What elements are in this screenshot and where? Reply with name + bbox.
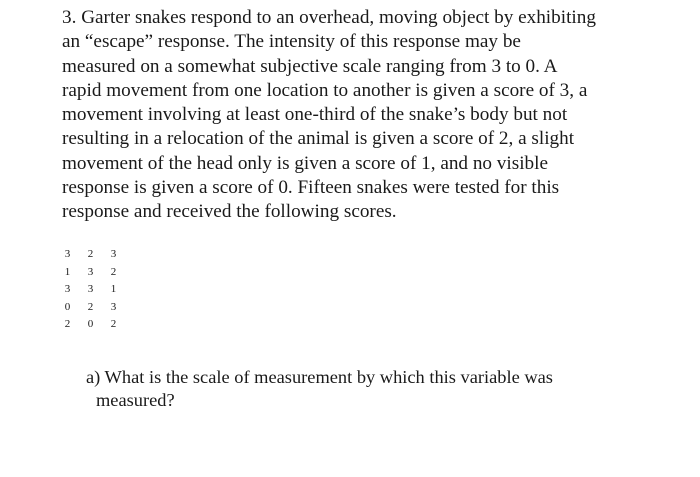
score-cell: 2 — [64, 318, 71, 330]
question-line: movement of the head only is given a score of 1, and no visible — [62, 152, 548, 174]
table-row — [56, 246, 125, 264]
score-cell: 1 — [64, 265, 71, 278]
question-line: an “escape” response. The intensity of this response may be — [62, 31, 521, 53]
score-cell: 0 — [64, 300, 71, 313]
table-row — [56, 299, 125, 317]
table-row — [56, 316, 125, 334]
question-line: response is given a score of 0. Fifteen snakes were tested for this — [62, 177, 560, 199]
score-cell: 3 — [87, 265, 94, 278]
table-row — [56, 264, 125, 282]
score-cell: 3 — [110, 248, 117, 260]
question-paragraph — [62, 6, 682, 225]
question-line: measured on a somewhat subjective scale ranging from 3 to 0. A — [62, 55, 558, 77]
score-cell: 3 — [110, 300, 117, 313]
score-cell: 2 — [87, 300, 94, 313]
score-cell: 3 — [64, 248, 71, 260]
score-cell: 3 — [64, 283, 71, 295]
table-row — [56, 281, 125, 299]
score-cell: 0 — [87, 318, 94, 330]
sub-question-line: measured? — [96, 390, 175, 410]
question-line: movement involving at least one-third of the snake’s body but not — [62, 104, 568, 126]
sub-question-a — [86, 366, 666, 412]
question-line: rapid movement from one location to another is given a score of 3, a — [62, 79, 588, 101]
question-line: response and received the following scores. — [62, 201, 397, 223]
sub-question-line: a) What is the scale of measurement by which this variable was — [86, 367, 553, 387]
score-cell: 1 — [110, 283, 117, 295]
score-cell: 2 — [110, 318, 117, 330]
score-cell: 3 — [87, 283, 94, 295]
scores-table — [56, 246, 125, 334]
score-cell: 2 — [110, 265, 117, 278]
question-line: resulting in a relocation of the animal is given a score of 2, a slight — [62, 128, 575, 150]
question-line: 3. Garter snakes respond to an overhead, moving object by exhibiting — [62, 7, 596, 28]
score-cell: 2 — [87, 248, 94, 260]
